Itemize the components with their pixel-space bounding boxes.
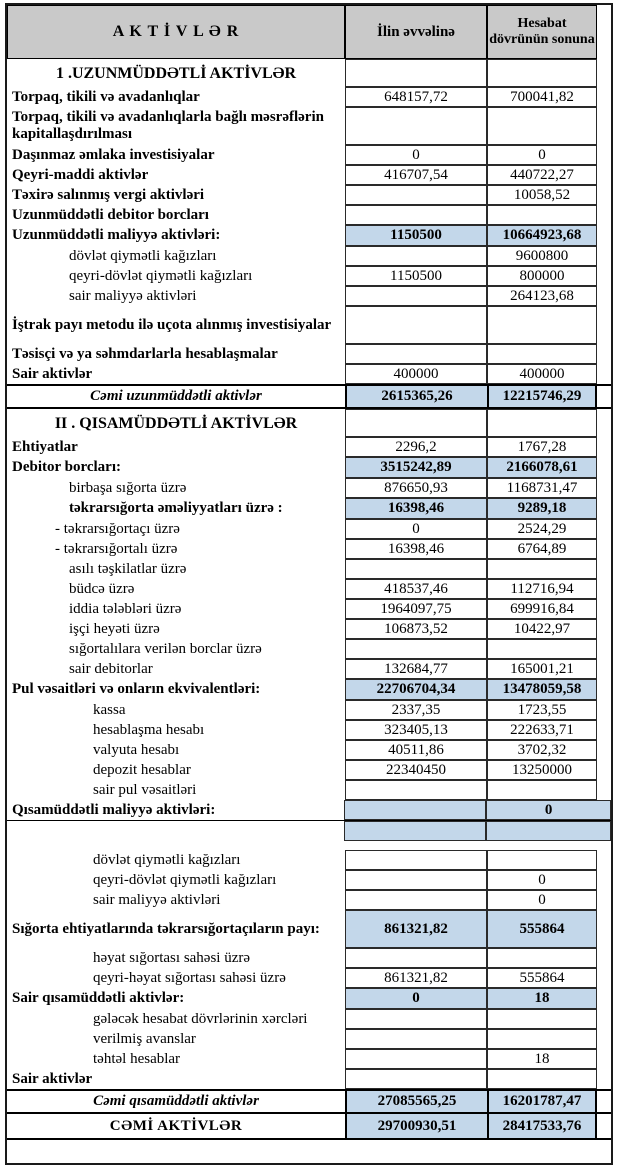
row-label: həyat sığortası sahəsi üzrə <box>93 949 251 966</box>
cell-year-start <box>345 1049 487 1069</box>
cell-period-end <box>487 1069 597 1089</box>
row-label: II . QISAMÜDDƏTLİ AKTİVLƏR <box>54 414 298 432</box>
header-year-start: İlin əvvəlinə <box>345 5 487 59</box>
cell-period-end <box>487 59 597 87</box>
table-row <box>7 760 611 780</box>
row-label: Qeyri-maddi aktivlər <box>12 166 149 183</box>
row-label: CƏMİ AKTİVLƏR <box>109 1117 243 1134</box>
table-row <box>7 619 611 639</box>
row-label: Debitor borcları: <box>12 459 122 475</box>
cell-period-end: 2524,29 <box>487 519 597 539</box>
row-label: iddia tələbləri üzrə <box>69 600 182 617</box>
cell-period-end: 28417533,76 <box>487 1114 597 1138</box>
cell-year-start: 1150500 <box>345 225 487 246</box>
cell-period-end: 700041,82 <box>487 87 597 107</box>
table-row <box>7 384 611 409</box>
table-row <box>7 1114 611 1140</box>
table-row <box>7 185 611 205</box>
row-label: 1 .UZUNMÜDDƏTLİ AKTİVLƏR <box>55 64 297 82</box>
cell-year-start <box>345 1009 487 1029</box>
cell-period-end: 0 <box>487 870 597 890</box>
cell-year-start: 0 <box>345 519 487 539</box>
table-row <box>7 59 611 87</box>
table-row <box>7 1089 611 1114</box>
cell-year-start: 27085565,25 <box>345 1091 487 1112</box>
cell-year-start: 22706704,34 <box>345 679 487 700</box>
table-row <box>7 559 611 579</box>
cell-period-end: 1723,55 <box>487 700 597 720</box>
table-row <box>7 579 611 599</box>
table-row <box>7 679 611 700</box>
cell-year-start <box>345 306 487 344</box>
row-label: depozit hesablar <box>93 761 191 778</box>
cell-year-start: 0 <box>345 988 487 1009</box>
row-label: valyuta hesabı <box>93 741 180 758</box>
table-row <box>7 780 611 800</box>
cell-period-end <box>487 780 597 800</box>
row-label: kassa <box>93 701 126 718</box>
cell-period-end <box>487 639 597 659</box>
table-row <box>7 720 611 740</box>
cell-period-end: 400000 <box>487 364 597 384</box>
row-label: Torpaq, tikili və avadanlıqlar <box>12 88 200 105</box>
cell-year-start: 2337,35 <box>345 700 487 720</box>
table-row <box>7 498 611 519</box>
row-label: - təkrarsığortalı üzrə <box>55 540 178 557</box>
cell-period-end: 3702,32 <box>487 740 597 760</box>
cell-period-end: 10422,97 <box>487 619 597 639</box>
table-row <box>7 599 611 619</box>
cell-year-start: 0 <box>345 145 487 165</box>
cell-year-start: 2296,2 <box>345 437 487 457</box>
cell-year-start <box>345 1069 487 1089</box>
table-row <box>7 266 611 286</box>
row-label: Cəmi qısamüddətli aktivlər <box>93 1093 259 1109</box>
cell-period-end: 440722,27 <box>487 165 597 185</box>
row-label: qeyri-dövlət qiymətli kağızları <box>93 871 277 888</box>
cell-period-end: 112716,94 <box>487 579 597 599</box>
row-label: Uzunmüddətli debitor borcları <box>12 206 209 223</box>
table-row <box>7 165 611 185</box>
row-label: Ehtiyatlar <box>12 438 78 455</box>
header-assets: A K T İ V L Ə R <box>7 5 345 59</box>
cell-year-start: 861321,82 <box>345 968 487 988</box>
row-label: təkrarsığorta əməliyyatları üzrə : <box>69 500 283 516</box>
row-label: dövlət qiymətli kağızları <box>69 247 217 264</box>
cell-year-start: 323405,13 <box>345 720 487 740</box>
cell-period-end: 555864 <box>487 968 597 988</box>
header-period-end: Hesabat dövrünün sonuna <box>487 5 597 59</box>
cell-year-start <box>345 59 487 87</box>
cell-year-start <box>345 559 487 579</box>
row-label: verilmiş avanslar <box>93 1030 196 1047</box>
table-row <box>7 1029 611 1049</box>
table-row <box>7 437 611 457</box>
table-row <box>7 107 611 145</box>
cell-period-end <box>487 850 597 870</box>
row-label: Uzunmüddətli maliyyə aktivləri: <box>12 227 221 243</box>
cell-period-end: 222633,71 <box>487 720 597 740</box>
row-label: birbaşa sığorta üzrə <box>69 479 187 496</box>
row-label: Sığorta ehtiyatlarında təkrarsığortaçıların payı: <box>12 920 320 937</box>
cell-period-end: 2166078,61 <box>487 457 597 478</box>
cell-period-end <box>487 948 597 968</box>
row-label: Daşınmaz əmlaka investisiyalar <box>12 146 215 163</box>
cell-year-start <box>345 344 487 364</box>
table-row <box>7 344 611 364</box>
cell-year-start: 876650,93 <box>345 478 487 498</box>
table-row <box>7 539 611 559</box>
cell-year-start <box>344 821 486 841</box>
cell-year-start: 16398,46 <box>345 498 487 519</box>
table-row <box>7 740 611 760</box>
table-row <box>7 850 611 870</box>
cell-period-end <box>487 205 597 225</box>
row-label: Təxirə salınmış vergi aktivləri <box>12 186 205 203</box>
cell-period-end <box>487 1009 597 1029</box>
row-label: Qısamüddətli maliyyə aktivləri: <box>12 801 216 818</box>
row-label: gələcək hesabat dövrlərinin xərcləri <box>93 1010 308 1027</box>
table-row <box>7 519 611 539</box>
cell-year-start: 1964097,75 <box>345 599 487 619</box>
cell-year-start: 418537,46 <box>345 579 487 599</box>
cell-year-start: 106873,52 <box>345 619 487 639</box>
row-label: Pul vəsaitləri və onların ekvivalentləri: <box>12 681 261 697</box>
table-row <box>7 1009 611 1029</box>
cell-year-start <box>344 800 486 820</box>
cell-period-end: 555864 <box>487 910 597 948</box>
table-row <box>7 409 611 437</box>
cell-period-end: 0 <box>486 800 611 820</box>
cell-year-start: 1150500 <box>345 266 487 286</box>
table-row <box>7 700 611 720</box>
table-frame <box>5 3 613 1165</box>
row-label: - təkrarsığortaçı üzrə <box>55 520 180 537</box>
cell-year-start: 648157,72 <box>345 87 487 107</box>
cell-period-end: 9600800 <box>487 246 597 266</box>
row-label: sair debitorlar <box>69 660 153 677</box>
table-row <box>7 910 611 948</box>
cell-year-start <box>345 890 487 910</box>
table-row <box>7 457 611 478</box>
row-gap <box>7 841 611 850</box>
table-row <box>7 364 611 384</box>
table-row <box>7 246 611 266</box>
cell-period-end: 18 <box>487 1049 597 1069</box>
cell-year-start: 132684,77 <box>345 659 487 679</box>
cell-year-start: 416707,54 <box>345 165 487 185</box>
table-row <box>7 1069 611 1089</box>
cell-year-start <box>345 948 487 968</box>
cell-period-end: 18 <box>487 988 597 1009</box>
row-label: Sair qısamüddətli aktivlər: <box>12 990 185 1006</box>
cell-year-start <box>345 107 487 145</box>
table-row <box>7 306 611 344</box>
table-row <box>7 870 611 890</box>
cell-year-start <box>345 1029 487 1049</box>
cell-period-end: 165001,21 <box>487 659 597 679</box>
row-label: təhtəl hesablar <box>93 1050 181 1067</box>
row-label: dövlət qiymətli kağızları <box>93 851 241 868</box>
cell-year-start <box>345 870 487 890</box>
cell-year-start: 16398,46 <box>345 539 487 559</box>
cell-year-start: 2615365,26 <box>345 386 487 407</box>
table-row <box>7 639 611 659</box>
cell-period-end: 9289,18 <box>487 498 597 519</box>
cell-year-start <box>345 409 487 437</box>
cell-period-end: 10058,52 <box>487 185 597 205</box>
cell-period-end: 16201787,47 <box>487 1091 597 1112</box>
cell-period-end: 10664923,68 <box>487 225 597 246</box>
row-label: sığortalılara verilən borclar üzrə <box>69 640 262 657</box>
row-label: sair maliyyə aktivləri <box>93 891 221 908</box>
row-label: Sair aktivlər <box>12 365 93 382</box>
cell-year-start <box>345 780 487 800</box>
row-label: hesablaşma hesabı <box>93 721 205 738</box>
cell-period-end: 264123,68 <box>487 286 597 306</box>
cell-year-start <box>345 850 487 870</box>
cell-period-end: 13250000 <box>487 760 597 780</box>
cell-period-end <box>487 1029 597 1049</box>
table-row <box>7 890 611 910</box>
row-label: sair maliyyə aktivləri <box>69 287 197 304</box>
table-header-row <box>7 5 611 59</box>
cell-period-end <box>486 821 611 841</box>
table-row <box>7 800 611 821</box>
table-row <box>7 821 611 841</box>
row-label <box>7 821 344 841</box>
cell-period-end <box>487 344 597 364</box>
cell-year-start: 40511,86 <box>345 740 487 760</box>
cell-year-start <box>345 246 487 266</box>
row-label: asılı təşkilatlar üzrə <box>69 560 187 577</box>
cell-period-end: 699916,84 <box>487 599 597 619</box>
table-row <box>7 205 611 225</box>
cell-year-start: 3515242,89 <box>345 457 487 478</box>
table-row <box>7 988 611 1009</box>
cell-year-start <box>345 205 487 225</box>
cell-period-end: 0 <box>487 145 597 165</box>
row-label: qeyri-həyat sığortası sahəsi üzrə <box>93 969 286 986</box>
cell-year-start: 22340450 <box>345 760 487 780</box>
table-row <box>7 225 611 246</box>
cell-period-end: 13478059,58 <box>487 679 597 700</box>
table-row <box>7 1049 611 1069</box>
table-row <box>7 478 611 498</box>
table-row <box>7 659 611 679</box>
cell-period-end <box>487 107 597 145</box>
table-row <box>7 87 611 107</box>
cell-period-end: 800000 <box>487 266 597 286</box>
table-rows <box>7 59 611 1140</box>
cell-year-start <box>345 639 487 659</box>
cell-period-end: 6764,89 <box>487 539 597 559</box>
row-label: sair pul vəsaitləri <box>93 781 197 798</box>
row-label: Torpaq, tikili və avadanlıqlarla bağlı məsrəflərin kapitallaşdırılması <box>12 109 324 142</box>
cell-period-end: 1767,28 <box>487 437 597 457</box>
cell-year-start: 29700930,51 <box>345 1114 487 1138</box>
cell-year-start: 861321,82 <box>345 910 487 948</box>
row-label: İştrak payı metodu ilə uçota alınmış investisiyalar <box>12 316 332 333</box>
row-label: işçi heyəti üzrə <box>69 620 160 637</box>
table-row <box>7 968 611 988</box>
cell-period-end: 0 <box>487 890 597 910</box>
cell-year-start <box>345 185 487 205</box>
cell-period-end <box>487 409 597 437</box>
row-label: qeyri-dövlət qiymətli kağızları <box>69 267 253 284</box>
row-label: Təsisçi və ya səhmdarlarla hesablaşmalar <box>12 345 278 362</box>
cell-year-start: 400000 <box>345 364 487 384</box>
table-row <box>7 145 611 165</box>
table-row <box>7 286 611 306</box>
row-label: Cəmi uzunmüddətli aktivlər <box>90 388 262 404</box>
cell-year-start <box>345 286 487 306</box>
cell-period-end <box>487 306 597 344</box>
table-row <box>7 948 611 968</box>
cell-period-end: 12215746,29 <box>487 386 597 407</box>
row-label: büdcə üzrə <box>69 580 135 597</box>
cell-period-end <box>487 559 597 579</box>
cell-period-end: 1168731,47 <box>487 478 597 498</box>
row-label: Sair aktivlər <box>12 1070 93 1087</box>
